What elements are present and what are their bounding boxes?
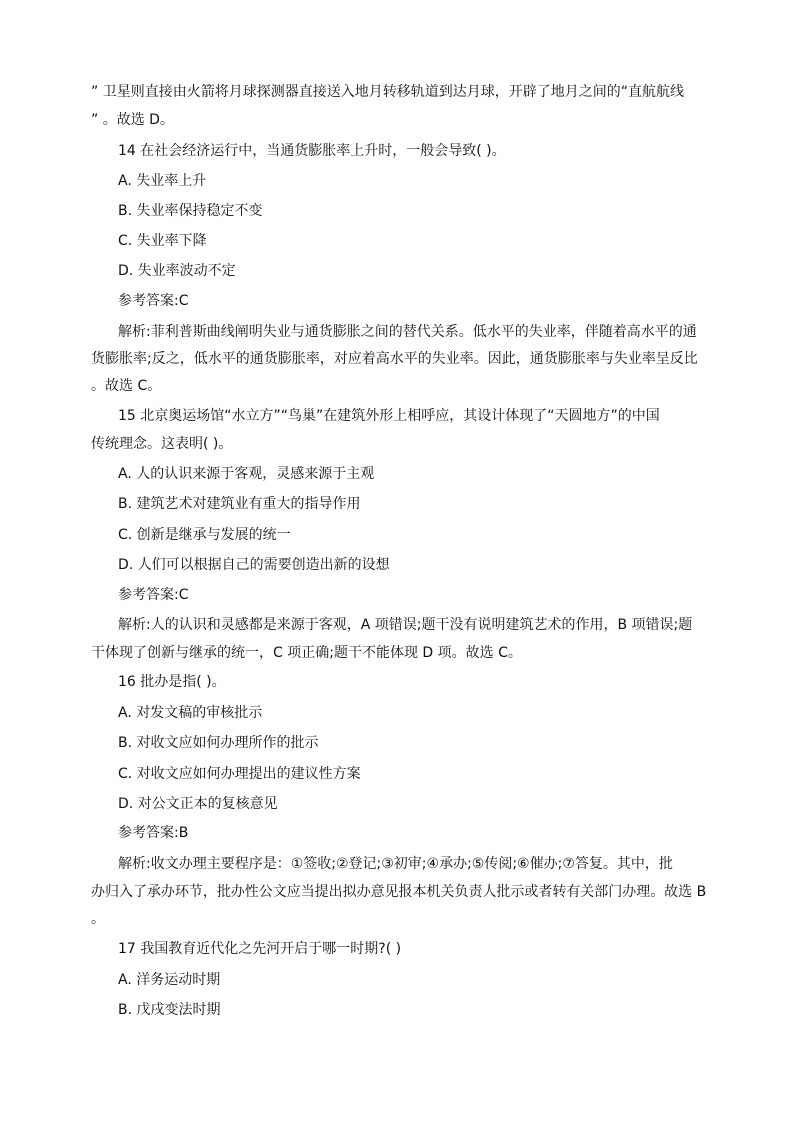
answer-option: A. 人的认识来源于客观，灵感来源于主观 — [118, 466, 375, 482]
answer-option: C. 对收文应如何办理提出的建议性方案 — [118, 766, 361, 782]
answer-option: D. 对公文正本的复核意见 — [118, 796, 278, 812]
answer-option: A. 对发文稿的审核批示 — [118, 705, 263, 721]
explanation-line: 解析:收文办理主要程序是：①签收;②登记;③初审;④承办;⑤传阅;⑥催办;⑦答复。其中，批 — [118, 856, 673, 872]
answer-option: B. 戊戌变法时期 — [118, 1002, 221, 1018]
answer-option: B. 失业率保持稳定不变 — [118, 203, 263, 219]
answer-option: D. 人们可以根据自己的需要创造出新的设想 — [118, 557, 390, 573]
answer-option: B. 对收文应如何办理所作的批示 — [118, 735, 319, 751]
reference-answer: 参考答案:C — [118, 587, 189, 603]
answer-option: A. 失业率上升 — [118, 173, 207, 189]
answer-option: C. 失业率下降 — [118, 233, 207, 249]
reference-answer: 参考答案:C — [118, 293, 189, 309]
explanation-line: 干体现了创新与继承的统一，C 项正确;题干不能体现 D 项。故选 C。 — [91, 645, 522, 661]
question-stem: 14 在社会经济运行中，当通货膨胀率上升时，一般会导致( )。 — [118, 143, 506, 159]
prev-explanation-line: ” 。故选 D。 — [91, 112, 174, 128]
question-stem: 17 我国教育近代化之先河开启于哪一时期?( ) — [118, 941, 402, 957]
prev-explanation-line: ” 卫星则直接由火箭将月球探测器直接送入地月转移轨道到达月球，开辟了地月之间的“直航航线 — [91, 84, 684, 100]
answer-option: C. 创新是继承与发展的统一 — [118, 527, 291, 543]
explanation-line: 。故选 C。 — [91, 378, 162, 394]
explanation-line: 办归入了承办环节，批办性公文应当提出拟办意见报本机关负责人批示或者转有关部门办理。故选 B — [91, 884, 707, 900]
question-stem: 传统理念。这表明( )。 — [91, 436, 233, 452]
explanation-line: 。 — [91, 911, 105, 927]
explanation-line: 货膨胀率;反之，低水平的通货膨胀率，对应着高水平的失业率。因此，通货膨胀率与失业率呈反比 — [91, 351, 698, 367]
answer-option: A. 洋务运动时期 — [118, 972, 221, 988]
explanation-line: 解析:菲利普斯曲线阐明失业与通货膨胀之间的替代关系。低水平的失业率，伴随着高水平的通 — [118, 324, 697, 340]
question-stem: 16 批办是指( )。 — [118, 674, 226, 690]
answer-option: B. 建筑艺术对建筑业有重大的指导作用 — [118, 496, 361, 512]
explanation-line: 解析:人的认识和灵感都是来源于客观，A 项错误;题干没有说明建筑艺术的作用，B 项错误;题 — [118, 617, 693, 633]
reference-answer: 参考答案:B — [118, 825, 189, 841]
answer-option: D. 失业率波动不定 — [118, 263, 236, 279]
question-stem: 15 北京奥运场馆“水立方”“鸟巢”在建筑外形上相呼应，其设计体现了“天圆地方”的中国 — [118, 408, 660, 424]
